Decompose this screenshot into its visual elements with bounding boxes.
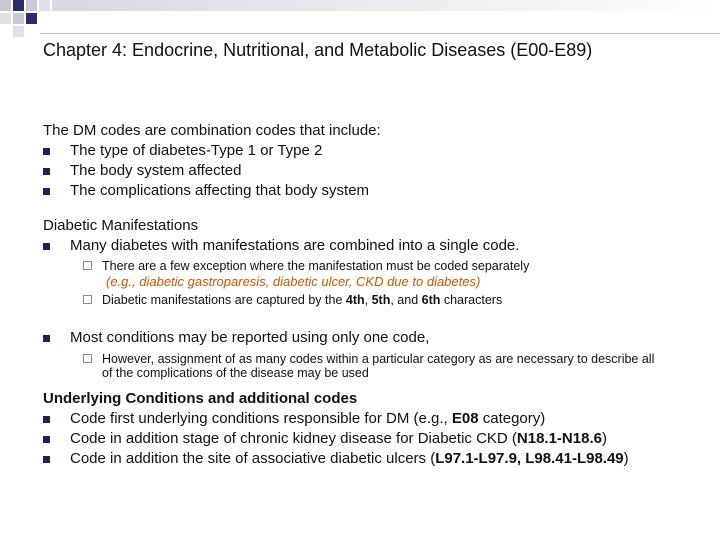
square-bullet-icon	[43, 416, 50, 423]
list-item: Code in addition stage of chronic kidney disease for Diabetic CKD (N18.1-N18.6)	[43, 429, 703, 449]
deco-square	[26, 13, 37, 24]
slide-body	[43, 121, 703, 469]
square-bullet-icon	[43, 335, 50, 342]
square-bullet-icon	[43, 436, 50, 443]
list-item: The body system affected	[43, 161, 703, 181]
deco-square	[26, 0, 37, 11]
list-item: The type of diabetes-Type 1 or Type 2	[43, 141, 703, 161]
section-heading-manifestations: Diabetic Manifestations	[43, 217, 199, 234]
sub-list-item: However, assignment of as many codes within a particular category as are necessary to describe all of the complications of the disease may be used	[102, 352, 662, 380]
top-band	[52, 0, 720, 11]
sub-list-item: There are a few exception where the manifestation must be coded separately (e.g., diabetic gastroparesis, diabetic ulcer, CKD due to diabetes)	[102, 259, 703, 289]
list-item: Many diabetes with manifestations are combined into a single code.	[43, 236, 703, 256]
section-heading-underlying: Underlying Conditions and additional codes	[43, 390, 358, 407]
square-bullet-icon	[43, 168, 50, 175]
list-item: The complications affecting that body system	[43, 181, 703, 201]
deco-square	[13, 26, 24, 37]
deco-square	[0, 0, 11, 11]
square-bullet-icon	[43, 188, 50, 195]
title-rule	[40, 33, 720, 34]
sub-list-item: Diabetic manifestations are captured by the 4th, 5th, and 6th characters	[102, 293, 703, 308]
corner-decoration	[0, 0, 60, 40]
hollow-square-bullet-icon	[83, 261, 92, 270]
example-note: (e.g., diabetic gastroparesis, diabetic ulcer, CKD due to diabetes)	[106, 274, 481, 289]
deco-square	[39, 0, 50, 11]
square-bullet-icon	[43, 148, 50, 155]
list-item: Most conditions may be reported using only one code,	[43, 328, 703, 348]
hollow-square-bullet-icon	[83, 295, 92, 304]
hollow-square-bullet-icon	[83, 354, 92, 363]
square-bullet-icon	[43, 456, 50, 463]
list-item: Code first underlying conditions responsible for DM (e.g., E08 category)	[43, 409, 703, 429]
square-bullet-icon	[43, 243, 50, 250]
deco-square	[0, 13, 11, 24]
list-item: Code in addition the site of associative diabetic ulcers (L97.1-L97.9, L98.41-L98.49)	[43, 449, 703, 469]
slide-title: Chapter 4: Endocrine, Nutritional, and Metabolic Diseases (E00-E89)	[43, 40, 593, 60]
deco-square	[13, 0, 24, 11]
section-heading-dm-codes: The DM codes are combination codes that include:	[43, 122, 381, 139]
deco-square	[13, 13, 24, 24]
